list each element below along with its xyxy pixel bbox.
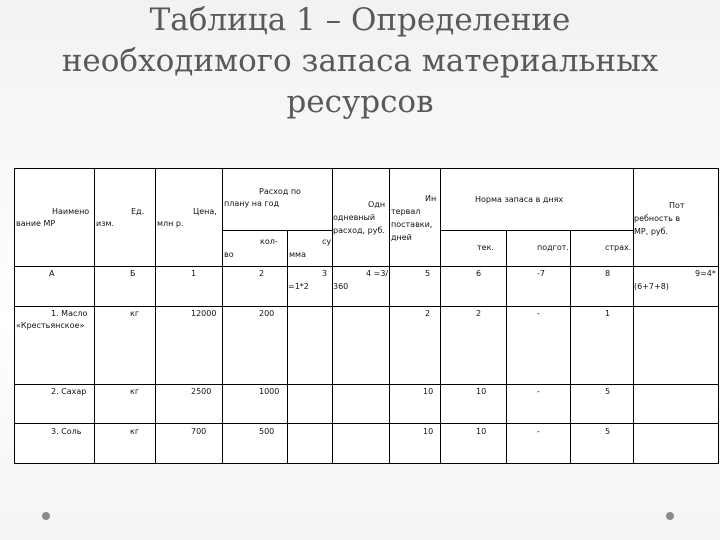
row-3-unit: кг [130, 427, 140, 436]
row-3-name: 3. Соль [51, 427, 82, 436]
row-2-unit: кг [130, 387, 140, 396]
index-cell: 9=4* [695, 269, 716, 278]
header-sum: су [322, 237, 332, 246]
row-2-preparatory: - [537, 387, 540, 396]
row-1-name: «Крестьянское» [16, 321, 85, 330]
row-1-preparatory: - [537, 309, 540, 318]
row-3-interval: 10 [423, 427, 434, 436]
header-preparatory: подгот. [537, 243, 569, 252]
header-qty: во [224, 250, 234, 259]
index-cell: А [49, 269, 55, 278]
index-cell: 3 [322, 269, 328, 278]
title-line-1: Таблица 1 – Определение [149, 2, 571, 38]
header-interval: Ин [425, 194, 437, 203]
grid-line [440, 230, 633, 231]
header-qty: кол- [260, 237, 278, 246]
grid-line [222, 169, 223, 464]
row-2-qty: 1000 [259, 387, 280, 396]
header-need: МР, руб. [634, 227, 669, 236]
index-cell: -7 [537, 269, 545, 278]
header-name: Наимено [52, 207, 90, 216]
grid-line [15, 384, 719, 385]
row-3-insurance: 5 [605, 427, 611, 436]
header-unit: изм. [96, 219, 115, 228]
header-need: ребность в [634, 214, 681, 223]
index-cell: Б [130, 269, 136, 278]
header-plan: плану на год [224, 199, 280, 208]
header-unit: Ед. [131, 207, 145, 216]
grid-line [389, 169, 390, 464]
index-cell: 360 [333, 282, 349, 291]
header-daily: одневный [333, 213, 376, 222]
header-daily: расход, руб. [333, 226, 385, 235]
header-interval: тервал [391, 207, 421, 216]
index-cell: =1*2 [288, 282, 309, 291]
grid-line [222, 230, 332, 231]
grid-line [94, 169, 95, 464]
row-2-name: 2. Сахар [51, 387, 87, 396]
index-cell: 2 [259, 269, 265, 278]
header-norm: Норма запаса в днях [475, 195, 564, 204]
grid-line [15, 423, 719, 424]
index-cell: 1 [191, 269, 197, 278]
header-price: млн р. [157, 219, 184, 228]
row-2-current: 10 [476, 387, 487, 396]
slide-bullet-dot [666, 512, 674, 520]
row-3-preparatory: - [537, 427, 540, 436]
row-1-current: 2 [476, 309, 482, 318]
materials-table [14, 168, 719, 464]
row-1-price: 12000 [191, 309, 217, 318]
index-cell: 8 [605, 269, 611, 278]
header-name: вание МР [16, 219, 56, 228]
row-2-price: 2500 [191, 387, 212, 396]
row-1-insurance: 1 [605, 309, 611, 318]
header-interval: дней [391, 233, 412, 242]
row-1-qty: 200 [259, 309, 275, 318]
index-cell: 6 [476, 269, 482, 278]
slide-bullet-dot [42, 512, 50, 520]
row-2-interval: 10 [423, 387, 434, 396]
header-current: тек. [477, 243, 494, 252]
grid-line [15, 306, 719, 307]
row-3-price: 700 [191, 427, 207, 436]
header-insurance: страх. [605, 243, 632, 252]
header-interval: поставки, [391, 220, 433, 229]
slide-title [0, 0, 720, 123]
header-daily: Одн [368, 200, 386, 209]
header-sum: мма [289, 250, 306, 259]
row-3-current: 10 [476, 427, 487, 436]
row-1-interval: 2 [425, 309, 431, 318]
header-price: Цена, [193, 207, 217, 216]
row-1-unit: кг [130, 309, 140, 318]
title-line-2: необходимого запаса материальных [61, 43, 659, 79]
grid-line [440, 169, 441, 464]
title-line-3: ресурсов [286, 84, 434, 120]
header-plan: Расход по [259, 187, 301, 196]
row-2-insurance: 5 [605, 387, 611, 396]
index-cell: 4 =3/ [366, 269, 389, 278]
grid-line [155, 169, 156, 464]
index-cell: 5 [425, 269, 431, 278]
row-3-qty: 500 [259, 427, 275, 436]
grid-line [15, 266, 719, 267]
header-need: Пот [669, 201, 685, 210]
index-cell: (6+7+8) [634, 282, 669, 291]
row-1-name: 1. Масло [51, 309, 88, 318]
